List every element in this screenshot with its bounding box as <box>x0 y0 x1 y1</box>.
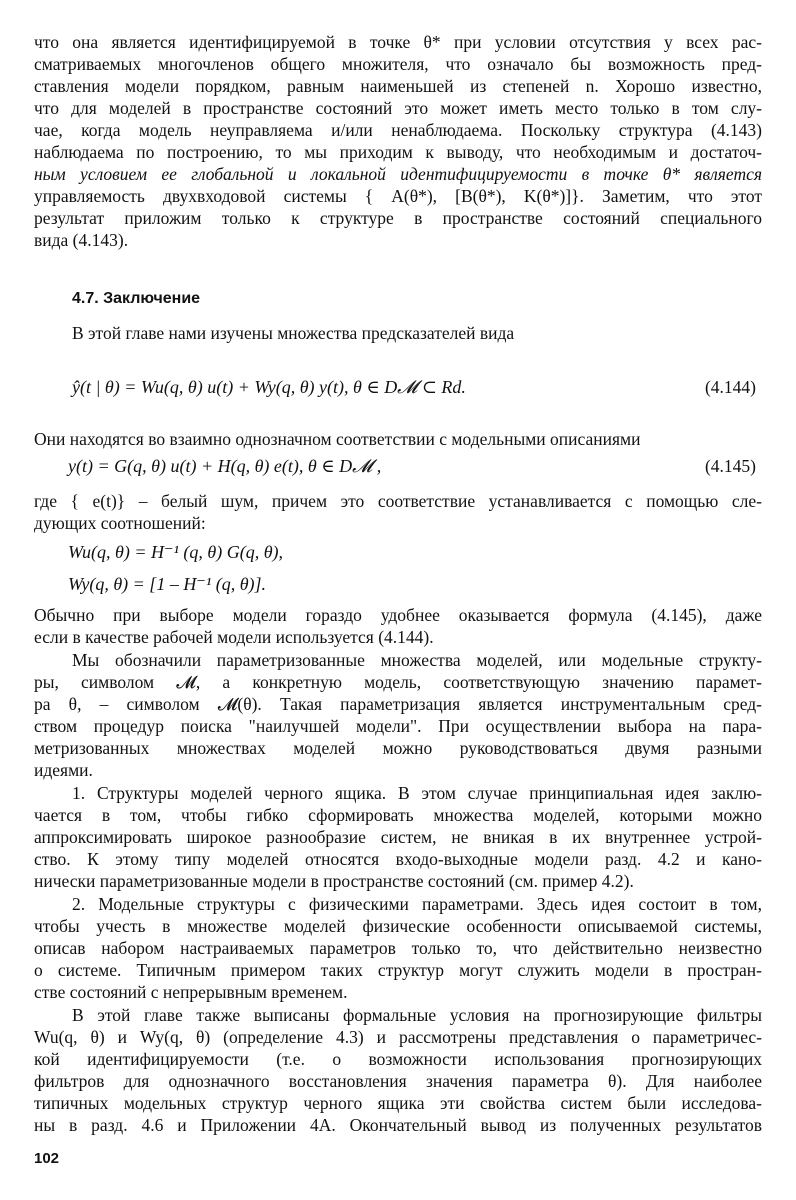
text-line: чае, когда модель неуправляема и/или ненаблюдаема. Поскольку структура (4.143) <box>34 120 762 140</box>
text-line: метризованных множествах моделей можно руководствоваться двумя разными <box>34 738 762 758</box>
text-line: где { e(t)} – белый шум, причем это соответствие устанавливается с помощью сле- <box>34 491 762 511</box>
text-line: аппроксимировать широкое разнообразие систем, не вникая в их внутреннее устрой- <box>34 827 762 847</box>
text-line: о системе. Типичным примером таких структур могут служить модели в простран- <box>34 960 762 980</box>
text-line: стве состояний с непрерывным временем. <box>34 982 348 1002</box>
text-line: 2. Модельные структуры с физическими параметрами. Здесь идея состоит в том, <box>72 894 762 914</box>
text-line: управляемость двухвходовой системы { A(θ*), [B(θ*), K(θ*)]}. Заметим, что этот <box>34 186 762 206</box>
text-line: идеями. <box>34 760 93 780</box>
text-line: ра θ, – символом 𝓜(θ). Такая параметризация является инструментальным сред- <box>34 694 762 714</box>
text-line: кой идентифицируемости (т.е. о возможности использования прогнозирующих <box>34 1049 762 1069</box>
text-line: фильтров для однозначного восстановления значения параметра θ). Для наиболее <box>34 1071 762 1091</box>
text-line: Мы обозначили параметризованные множества моделей, или модельные структу- <box>72 650 762 670</box>
text-line: если в качестве рабочей модели используется (4.144). <box>34 627 434 647</box>
text-line: типичных модельных структур черного ящика эти свойства систем были исследова- <box>34 1093 762 1113</box>
text-line: дующих соотношений: <box>34 513 206 533</box>
text-line: сматриваемых многочленов общего множителя, что означало бы возможность пред- <box>34 54 762 74</box>
text-line: Wu(q, θ) и Wy(q, θ) (определение 4.3) и рассмотрены представления о параметричес- <box>34 1027 762 1047</box>
equation-4-144: ŷ(t | θ) = Wu(q, θ) u(t) + Wy(q, θ) y(t), θ ∈ D𝓜 ⊂ Rd. <box>72 377 466 397</box>
text-line: нически параметризованные модели в пространстве состояний (см. пример 4.2). <box>34 871 634 891</box>
text-line: наблюдаема по построению, то мы приходим к выводу, что необходимым и достаточ- <box>34 142 762 162</box>
section-heading: 4.7. Заключение <box>72 290 201 307</box>
text-line: В этой главе также выписаны формальные условия на прогнозирующие фильтры <box>72 1005 762 1025</box>
text-line: что для моделей в пространстве состояний это может иметь место только в том слу- <box>34 98 762 118</box>
text-line: ры, символом 𝓜, а конкретную модель, соответствующую значению парамет- <box>34 672 762 692</box>
text-line: вида (4.143). <box>34 230 129 250</box>
text-line: описав набором настраиваемых параметров только то, что действительно неизвестно <box>34 938 762 958</box>
text-line: ны в разд. 4.6 и Приложении 4А. Окончательный вывод из полученных результатов <box>34 1115 762 1135</box>
equation-number: (4.144) <box>704 377 756 397</box>
text-line: ство. К этому типу моделей относятся входо-выходные модели разд. 4.2 и кано- <box>34 849 762 869</box>
text-line: чается в том, чтобы гибко сформировать множества моделей, которыми можно <box>34 805 762 825</box>
text-line: результат приложим только к структуре в пространстве состояний специального <box>34 208 762 228</box>
equation-4-145: y(t) = G(q, θ) u(t) + H(q, θ) e(t), θ ∈ D𝓜 , <box>68 456 382 476</box>
relation-wu: Wu(q, θ) = H⁻¹ (q, θ) G(q, θ), <box>68 542 284 562</box>
text-line: ставления модели порядком, равным наименьшей из степеней n. Хорошо известно, <box>34 76 762 96</box>
text-line: ным условием ее глобальной и локальной идентифицируемости в точке θ* является <box>34 164 762 184</box>
text-line: что она является идентифицируемой в точке θ* при условии отсутствия у всех рас- <box>34 32 762 52</box>
relation-wy: Wy(q, θ) = [1 – H⁻¹ (q, θ)]. <box>68 574 267 594</box>
equation-number: (4.145) <box>704 456 756 476</box>
text-line: чтобы учесть в множестве моделей физические особенности описываемой системы, <box>34 916 762 936</box>
text-line: 1. Структуры моделей черного ящика. В этом случае принципиальная идея заклю- <box>72 783 762 803</box>
text-line: В этой главе нами изучены множества предсказателей вида <box>72 323 515 343</box>
text-line: Обычно при выборе модели гораздо удобнее оказывается формула (4.145), даже <box>34 605 762 625</box>
text-line: ством процедур поиска "наилучшей модели". При осуществлении выбора на пара- <box>34 716 762 736</box>
text-line: Они находятся во взаимно однозначном соответствии с модельными описаниями <box>34 429 641 449</box>
page-number: 102 <box>34 1150 60 1167</box>
